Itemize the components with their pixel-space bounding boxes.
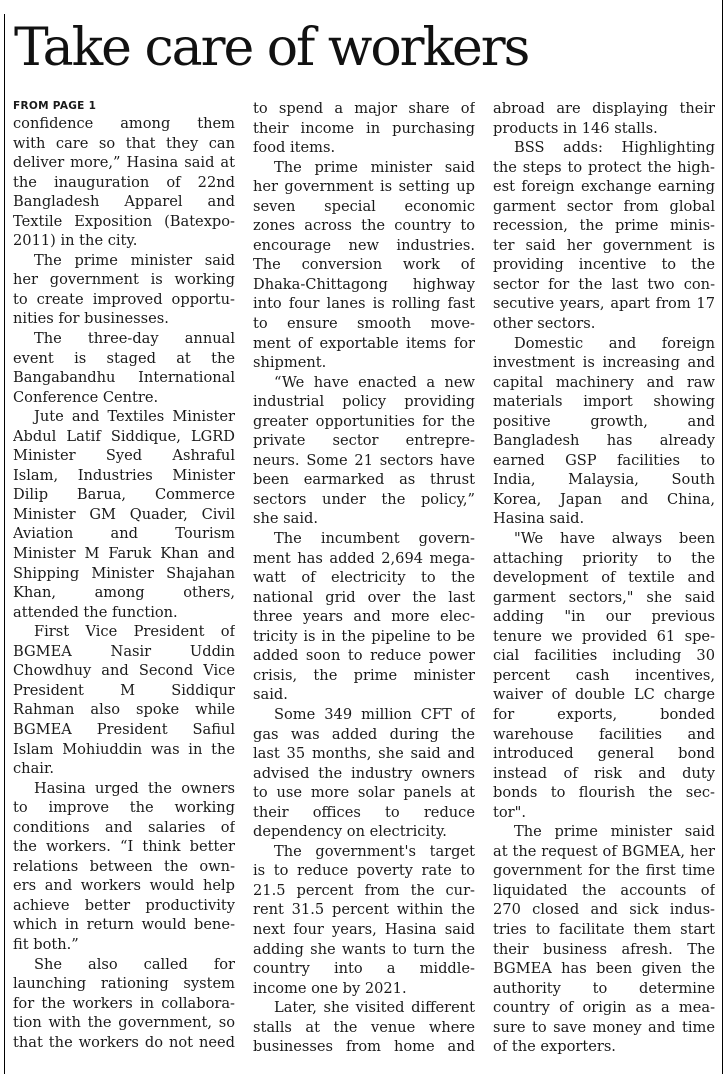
text-line: Bangladesh has already xyxy=(493,432,715,450)
text-line: to spend a major share of xyxy=(253,100,475,117)
text-line: Bangabandhu International xyxy=(13,369,235,387)
text-line: warehouse facilities and xyxy=(493,725,715,743)
text-line: her government is setting up xyxy=(253,178,475,196)
text-line: 2011) in the city. xyxy=(13,232,138,250)
text-line: BGMEA has been given the xyxy=(493,960,715,978)
text-line: chair. xyxy=(13,760,54,778)
text-line: President M Siddiqur xyxy=(13,681,235,699)
text-line: businesses from home and xyxy=(253,1038,475,1056)
text-line: advised the industry owners xyxy=(253,764,475,782)
text-line: earned GSP facilities to xyxy=(493,451,715,469)
text-line: ment of exportable items for xyxy=(253,334,475,352)
text-line: their business afresh. The xyxy=(493,940,715,958)
text-line: to use more solar panels at xyxy=(253,784,475,802)
text-line: instead of risk and duty xyxy=(493,764,715,782)
text-line: the workers. “I think better xyxy=(13,838,235,856)
text-line: the steps to protect the high- xyxy=(493,158,715,176)
text-line: three years and more elec- xyxy=(253,608,475,626)
text-line: achieve better productivity xyxy=(13,896,235,914)
text-line: BSS adds: Highlighting xyxy=(514,139,715,157)
text-line: est foreign exchange earning xyxy=(493,178,715,196)
text-line: tries to facilitate them start xyxy=(493,920,715,938)
text-line: secutive years, apart from 17 xyxy=(493,295,715,313)
text-line: ment has added 2,694 mega- xyxy=(253,549,475,567)
text-line: Hasina urged the owners xyxy=(34,779,235,797)
text-line: dependency on electricity. xyxy=(253,823,447,841)
text-line: Hasina said. xyxy=(493,510,585,528)
text-line: relations between the own- xyxy=(13,857,235,875)
text-line: sectors under the policy,” xyxy=(253,490,475,508)
text-line: bonds to flourish the sec- xyxy=(493,784,715,802)
text-line: been earmarked as thrust xyxy=(253,471,475,489)
text-line: investment is increasing and xyxy=(493,354,715,372)
text-line: development of textile and xyxy=(493,569,715,587)
text-line: their offices to reduce xyxy=(253,803,475,821)
text-line: The prime minister said xyxy=(34,251,235,269)
text-line: conditions and salaries of xyxy=(13,818,235,836)
text-line: their income in purchasing xyxy=(253,119,475,137)
headline: Take care of workers xyxy=(14,18,529,78)
text-line: 270 closed and sick indus- xyxy=(493,901,715,919)
text-line: Korea, Japan and China, xyxy=(493,490,715,508)
text-line: greater opportunities for the xyxy=(253,412,475,430)
text-line: event is staged at the xyxy=(13,349,235,367)
text-line: sector for the last two con- xyxy=(493,275,715,293)
kicker: FROM PAGE 1 xyxy=(13,100,97,112)
text-line: “We have enacted a new xyxy=(274,373,475,391)
text-line: First Vice President of xyxy=(34,623,235,641)
text-line: sure to save money and time xyxy=(493,1018,715,1036)
text-line: materials import showing xyxy=(493,393,715,411)
text-line: for exports, bonded xyxy=(493,705,715,723)
text-line: products in 146 stalls. xyxy=(493,119,658,137)
text-line: BGMEA Nasir Uddin xyxy=(13,642,235,660)
text-line: attaching priority to the xyxy=(493,549,715,567)
text-line: national grid over the last xyxy=(253,588,475,606)
text-line: ers and workers would help xyxy=(13,877,235,895)
text-line: capital machinery and raw xyxy=(493,373,715,391)
article-column-1 xyxy=(13,99,235,1074)
text-line: introduced general bond xyxy=(493,745,715,763)
text-line: that the workers do not need xyxy=(13,1033,235,1051)
text-line: The incumbent govern- xyxy=(274,530,475,548)
text-line: The prime minister said xyxy=(514,823,715,841)
text-line: confidence among them xyxy=(13,115,235,132)
text-line: tor". xyxy=(493,803,526,821)
text-line: adding "in our previous xyxy=(493,608,715,626)
text-line: which in return would bene- xyxy=(13,916,235,934)
text-line: said. xyxy=(253,686,288,704)
text-line: government for the first time xyxy=(493,862,715,880)
text-line: liquidated the accounts of xyxy=(493,881,715,899)
text-line: Textile Exposition (Batexpo- xyxy=(13,212,235,230)
text-line: gas was added during the xyxy=(253,725,475,743)
text-line: to improve the working xyxy=(13,799,235,817)
text-line: shipment. xyxy=(253,354,327,372)
text-line: authority to determine xyxy=(493,979,715,997)
text-line: recession, the prime minis- xyxy=(493,217,715,235)
text-line: country of origin as a mea- xyxy=(493,999,715,1017)
text-line: for the workers in collabora- xyxy=(13,994,235,1012)
text-line: rent 31.5 percent within the xyxy=(253,901,475,919)
text-line: tenure we provided 61 spe- xyxy=(493,627,715,645)
text-line: The conversion work of xyxy=(253,256,475,274)
text-line: Chowdhuy and Second Vice xyxy=(13,662,235,680)
text-line: industrial policy providing xyxy=(253,393,475,411)
text-line: Minister M Faruk Khan and xyxy=(13,545,235,563)
text-line: fit both.” xyxy=(13,935,79,953)
text-line: country into a middle- xyxy=(253,960,475,978)
text-line: Abdul Latif Siddique, LGRD xyxy=(13,427,235,445)
text-line: Rahman also spoke while xyxy=(13,701,235,719)
text-line: positive growth, and xyxy=(493,412,715,430)
article-column-2 xyxy=(253,99,475,1074)
text-line: Some 349 million CFT of xyxy=(274,705,475,723)
text-line: Khan, among others, xyxy=(13,584,235,602)
text-line: Domestic and foreign xyxy=(514,334,715,352)
text-line: Minister Syed Ashraful xyxy=(13,447,235,465)
text-line: Shipping Minister Shajahan xyxy=(13,564,235,582)
text-line: private sector entrepre- xyxy=(253,432,475,450)
text-line: "We have always been xyxy=(514,530,715,548)
text-line: she said. xyxy=(253,510,319,528)
text-line: garment sector from global xyxy=(493,197,715,215)
text-line: other sectors. xyxy=(493,315,596,333)
text-line: Islam Mohiuddin was in the xyxy=(13,740,235,758)
text-line: the inauguration of 22nd xyxy=(13,173,235,191)
text-line: The prime minister said xyxy=(274,158,475,176)
text-line: ter said her government is xyxy=(493,236,715,254)
text-line: percent cash incentives, xyxy=(493,666,715,684)
text-line: added soon to reduce power xyxy=(253,647,475,665)
text-line: Aviation and Tourism xyxy=(13,525,235,543)
text-line: to create improved opportu- xyxy=(13,290,235,308)
text-line: stalls at the venue where xyxy=(253,1018,475,1036)
text-line: cial facilities including 30 xyxy=(493,647,715,665)
text-line: neurs. Some 21 sectors have xyxy=(253,451,475,469)
text-line: launching rationing system xyxy=(13,975,235,993)
article-column-3 xyxy=(493,99,715,1074)
text-line: her government is working xyxy=(13,271,235,289)
text-line: BGMEA President Safiul xyxy=(13,720,235,738)
text-line: income one by 2021. xyxy=(253,979,407,997)
text-line: garment sectors," she said xyxy=(493,588,715,606)
text-line: Dhaka-Chittagong highway xyxy=(253,275,475,293)
text-line: seven special economic xyxy=(253,197,475,215)
text-line: providing incentive to the xyxy=(493,256,715,274)
right-column-rule xyxy=(722,0,723,1074)
text-line: nities for businesses. xyxy=(13,310,169,328)
text-line: The government's target xyxy=(274,842,475,860)
text-line: Later, she visited different xyxy=(274,999,475,1017)
text-line: Dilip Barua, Commerce xyxy=(13,486,235,504)
text-line: food items. xyxy=(253,139,336,157)
text-line: Islam, Industries Minister xyxy=(13,466,235,484)
text-line: India, Malaysia, South xyxy=(493,471,715,489)
text-line: watt of electricity to the xyxy=(253,569,475,587)
text-line: Conference Centre. xyxy=(13,388,159,406)
text-line: zones across the country to xyxy=(253,217,475,235)
text-line: adding she wants to turn the xyxy=(253,940,475,958)
text-line: Bangladesh Apparel and xyxy=(13,193,235,211)
text-line: waiver of double LC charge xyxy=(493,686,715,704)
text-line: She also called for xyxy=(34,955,235,973)
text-line: Jute and Textiles Minister xyxy=(34,408,235,426)
text-line: crisis, the prime minister xyxy=(253,666,475,684)
text-line: with care so that they can xyxy=(13,134,235,152)
text-line: abroad are displaying their xyxy=(493,100,715,117)
text-line: tricity is in the pipeline to be xyxy=(253,627,475,645)
text-line: at the request of BGMEA, her xyxy=(493,842,715,860)
text-line: is to reduce poverty rate to xyxy=(253,862,475,880)
text-line: tion with the government, so xyxy=(13,1014,235,1032)
text-line: next four years, Hasina said xyxy=(253,920,475,938)
text-line: deliver more,” Hasina said at xyxy=(13,154,235,172)
left-column-rule xyxy=(4,14,5,1074)
text-line: of the exporters. xyxy=(493,1038,616,1056)
text-line: 21.5 percent from the cur- xyxy=(253,881,475,899)
text-line: to ensure smooth move- xyxy=(253,315,475,333)
text-line: The three-day annual xyxy=(34,330,235,348)
text-line: Minister GM Quader, Civil xyxy=(13,505,235,523)
text-line: encourage new industries. xyxy=(253,236,475,254)
text-line: attended the function. xyxy=(13,603,178,621)
text-line: into four lanes is rolling fast xyxy=(253,295,475,313)
text-line: last 35 months, she said and xyxy=(253,745,475,763)
